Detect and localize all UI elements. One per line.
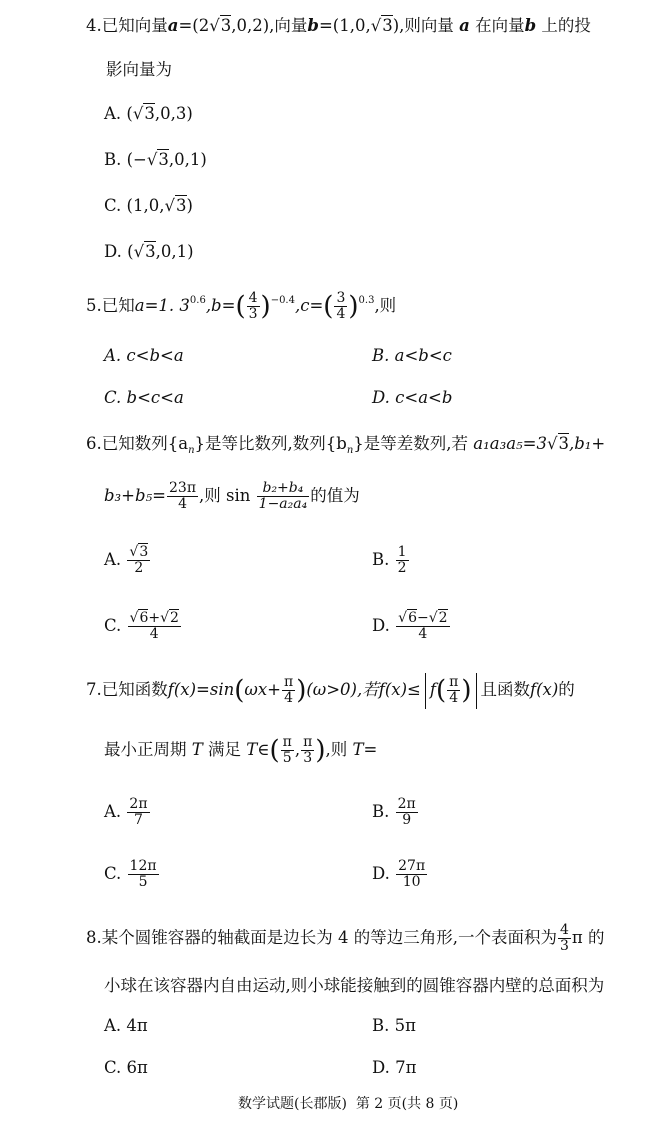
q6-opt-a-rad: 3 — [139, 543, 149, 560]
q6-sin-num: b₂+b₄ — [257, 481, 310, 497]
q7-option-d — [372, 854, 428, 894]
q7-f-pi: π — [449, 673, 459, 690]
q5-c-num: 3 — [336, 289, 346, 306]
q7-rparen: ) — [296, 675, 307, 706]
q4-opt-d-sqrt: 3 — [145, 242, 156, 261]
q7-option-a — [104, 792, 151, 832]
q7-line2-mid: 满足 — [208, 740, 242, 759]
q6-line2-pre: b₃+b₅= — [104, 486, 167, 505]
q6-option-c — [104, 606, 182, 646]
q4-eq-a: =(2 — [178, 16, 210, 35]
q7-frac-pi3 — [301, 735, 314, 767]
q7-stem-line2: 最小正周期 T 满足 T∈( $\frac{\pi}{5}$ , $\frac{\pi}{3}$ ),则 T= — [104, 733, 378, 766]
q7-frac-pi5 — [281, 735, 294, 767]
q7-opt-d-frac — [396, 859, 427, 891]
q6-option-b — [372, 540, 410, 580]
q5-stem — [86, 288, 396, 327]
q8-frac — [558, 923, 571, 955]
q7-opt-c-num: 12π — [129, 857, 157, 874]
q7-opt-a-den: 7 — [134, 812, 143, 828]
q6-mid2: }是等差数列,若 — [353, 434, 469, 453]
q6-opt-b-label: B. — [372, 550, 390, 569]
q5-c-rparen: ) — [348, 291, 359, 322]
q4-opt-d-post: ,0,1) — [155, 242, 194, 261]
q4-stem-line2: 影向量为 — [106, 60, 172, 79]
q7-pi: π — [283, 673, 294, 690]
q5-b-num: 4 — [248, 289, 258, 306]
q7-opt-b-num: 2π — [397, 795, 416, 812]
q7-opt-c-frac — [128, 859, 159, 891]
q8-num: 4 — [559, 921, 569, 938]
q6-sin-den: 1−a₂a₄ — [258, 496, 308, 512]
q5-b-rparen: ) — [260, 291, 271, 322]
q6-opt-d-frac — [396, 611, 449, 643]
q7-frac-pi4 — [282, 675, 295, 707]
q6-opt-a-den: 2 — [134, 560, 144, 576]
q7-opt-b-label: B. — [372, 802, 390, 821]
q6-option-d — [372, 606, 451, 646]
q8-den: 3 — [559, 938, 569, 954]
q6-opt-c-rad-b: 2 — [170, 609, 179, 626]
q7-option-c — [104, 854, 160, 894]
q6-stem-line2 — [104, 476, 360, 516]
q5-option-d: D. c<a<b — [372, 388, 453, 407]
q5-option-a: A. c<b<a — [104, 346, 184, 365]
q7-de: 的 — [558, 680, 575, 699]
q5-a-expr: a=1. 3 — [134, 296, 190, 315]
q4-mid: 在向量 — [475, 16, 525, 35]
q7-opt-b-frac — [396, 797, 418, 829]
q5-option-b: B. a<b<c — [372, 346, 452, 365]
q6-tail1: ,b₁+ — [569, 434, 606, 453]
q5-b-exp: −0.4 — [270, 295, 295, 306]
q4-opt-a-pre: ( — [126, 104, 133, 123]
q5-tail: ,则 — [374, 296, 397, 315]
q7-fx: f(x)=sin — [167, 680, 235, 699]
q6-opt-d-op: − — [416, 609, 429, 626]
page-footer: 数学试题(长郡版) 第 2 页(共 8 页) — [238, 1096, 459, 1112]
q7-opt-c-den: 5 — [138, 874, 148, 890]
q7-stem-line1 — [86, 670, 575, 711]
q8-pi-tail: π 的 — [571, 928, 605, 947]
q6-opt-d-num: √6−√2 — [398, 609, 448, 626]
q4-opt-d-pre: ( — [127, 242, 134, 261]
q8-option-c: C. 6π — [104, 1058, 148, 1077]
q6-frac-num: 23π — [169, 479, 197, 496]
q8-stem-line1 — [86, 918, 605, 958]
q6-opt-c-label: C. — [104, 616, 122, 635]
q7-int-rparen: ) — [315, 735, 326, 766]
q4-sqrt3-b: 3 — [382, 16, 393, 35]
q7-pi3-num: π — [303, 733, 313, 750]
q4-opt-c-pre: (1,0, — [126, 196, 165, 215]
q6-opt-d-den: 4 — [418, 626, 428, 642]
q6-opt-b-num: 1 — [397, 543, 407, 560]
q5-lead: 5.已知 — [86, 296, 135, 315]
q6-opt-c-rad-a: 6 — [139, 609, 149, 626]
q5-c-lparen: ( — [323, 291, 334, 322]
q7-T: T — [191, 740, 203, 759]
q4-lead: 4.已知向量 — [86, 16, 168, 35]
q4-tail: 上的投 — [541, 16, 591, 35]
q4-eq-b: =(1,0, — [318, 16, 371, 35]
q4-option-d: D. (√3,0,1) — [104, 242, 194, 261]
q6-sub-n1: n — [188, 445, 195, 456]
q4-opt-b-label: B. — [104, 150, 122, 169]
q7-ineq: f(x)≤ — [378, 680, 421, 699]
q6-opt-d-rad-a: 6 — [408, 609, 417, 626]
q4-opt-b-pre: (− — [126, 150, 147, 169]
q4-opt-b-sqrt: 3 — [158, 150, 169, 169]
q6-sin-frac — [257, 481, 310, 513]
q8-stem-line2: 小球在该容器内自由运动,则小球能接触到的圆锥容器内壁的总面积为 — [104, 976, 605, 995]
q6-frac-den: 4 — [178, 496, 187, 512]
q8-lead: 8.某个圆锥容器的轴截面是边长为 4 的等边三角形,一个表面积为 — [86, 928, 557, 947]
q6-opt-c-frac — [128, 611, 181, 643]
q6-frac — [167, 481, 198, 513]
q4-opt-c-sqrt: 3 — [176, 196, 187, 215]
q5-b-frac — [247, 291, 260, 323]
q4-stem-line1: 4.已知向量a=(2√3,0,2),向量b=(1,0,√3),则向量 a 在向量b 上的投 — [86, 16, 591, 35]
q5-b-expr: ,b= — [205, 296, 236, 315]
q8-option-a: A. 4π — [104, 1016, 148, 1035]
q7-line2-pre: 最小正周期 — [104, 740, 187, 759]
q6-sub-n2: n — [346, 445, 354, 456]
q5-c-expr: ,c= — [294, 296, 324, 315]
q6-line2-tail: 的值为 — [310, 486, 360, 505]
q5-c-frac — [334, 291, 347, 323]
q5-a-exp: 0.6 — [189, 295, 206, 306]
q4-opt-a-label: A. — [104, 104, 122, 123]
q4-vec-b2: b — [524, 16, 537, 35]
q5-c-den: 4 — [336, 306, 346, 322]
q4-opt-a-sqrt: 3 — [144, 104, 155, 123]
q7-pi3-den: 3 — [303, 750, 313, 766]
q6-opt-c-den: 4 — [149, 626, 159, 642]
q4-eq-b-tail: ),则向量 — [392, 16, 454, 35]
q4-opt-a-post: ,0,3) — [154, 104, 193, 123]
q7-pi5-den: 5 — [282, 750, 292, 766]
q6-opt-b-frac — [396, 545, 409, 577]
q5-option-c: C. b<c<a — [104, 388, 184, 407]
q6-opt-a-frac — [127, 545, 150, 577]
q6-opt-a-label: A. — [104, 550, 122, 569]
q7-inner: ωx+ — [244, 680, 281, 699]
q7-opt-c-label: C. — [104, 864, 122, 883]
q4-option-a: A. (√3,0,3) — [104, 104, 193, 123]
q6-option-a — [104, 540, 151, 580]
q6-line2-mid: ,则 sin — [199, 486, 251, 505]
q6-opt-d-label: D. — [372, 616, 390, 635]
q6-mid: }是等比数列,数列{b — [194, 434, 347, 453]
q7-abs-right — [476, 673, 477, 709]
q7-f-lparen: ( — [435, 675, 447, 706]
q6-opt-c-num: √6+√2 — [129, 609, 179, 626]
q7-lead: 7.已知函数 — [86, 680, 168, 699]
q6-lead: 6.已知数列{a — [86, 434, 189, 453]
q4-vec-b: b — [307, 16, 319, 35]
q7-option-b — [372, 792, 419, 832]
q7-fx2: f(x) — [530, 680, 559, 699]
q6-opt-d-rad-b: 2 — [438, 609, 448, 626]
q7-T-in: T∈ — [246, 740, 270, 759]
q5-b-den: 3 — [248, 306, 258, 322]
q7-T-eq: T= — [352, 740, 378, 759]
q4-vec-a2: a — [459, 16, 470, 35]
q4-option-b: B. (−√3,0,1) — [104, 150, 207, 169]
q4-opt-d-label: D. — [104, 242, 122, 261]
q4-opt-b-post: ,0,1) — [168, 150, 207, 169]
q4-opt-c-post: ) — [186, 196, 193, 215]
q7-f-four: 4 — [449, 690, 459, 706]
q7-opt-d-num: 27π — [398, 857, 426, 874]
q6-stem-line1: 6.已知数列$\{a_n\}$是等比数列,数列$\{b_n\}$是等差数列,若 a₁a₃a₅=3√3,b₁+ — [86, 434, 606, 456]
q7-lparen: ( — [234, 675, 245, 706]
q4-opt-c-label: C. — [104, 196, 122, 215]
q7-f-rparen: ) — [461, 675, 472, 706]
q7-int-lparen: ( — [269, 735, 280, 766]
q7-pi5-num: π — [282, 733, 292, 750]
q6-opt-a-num: √3 — [129, 543, 149, 560]
q8-option-d: D. 7π — [372, 1058, 417, 1077]
q8-option-b: B. 5π — [372, 1016, 416, 1035]
q7-opt-b-den: 9 — [402, 812, 412, 828]
q6-prod: a₁a₃a₅=3 — [473, 434, 547, 453]
q7-opt-d-label: D. — [372, 864, 390, 883]
q6-opt-c-op: + — [148, 609, 161, 626]
q4-option-c: C. (1,0,√3) — [104, 196, 193, 215]
q4-vec-a: a — [167, 16, 179, 35]
q7-line2-tail: ,则 — [325, 740, 348, 759]
q7-four: 4 — [284, 690, 294, 706]
q7-tail1: 且函数 — [480, 680, 530, 699]
q7-opt-a-num: 2π — [129, 795, 148, 812]
q5-b-lparen: ( — [235, 291, 246, 322]
q5-c-exp: 0.3 — [358, 295, 375, 306]
q7-opt-a-frac — [127, 797, 149, 829]
q7-f: f — [429, 680, 436, 699]
q7-opt-d-den: 10 — [402, 874, 421, 890]
q7-opt-a-label: A. — [104, 802, 122, 821]
q6-sqrt3: 3 — [558, 434, 569, 453]
q6-opt-b-den: 2 — [397, 560, 407, 576]
q4-sqrt3: 3 — [220, 16, 232, 35]
q7-abs-left — [425, 673, 426, 709]
q7-cond: (ω>0),若 — [306, 680, 379, 699]
q4-eq-a-tail: ,0,2),向量 — [231, 16, 308, 35]
q7-f-frac — [447, 675, 460, 707]
